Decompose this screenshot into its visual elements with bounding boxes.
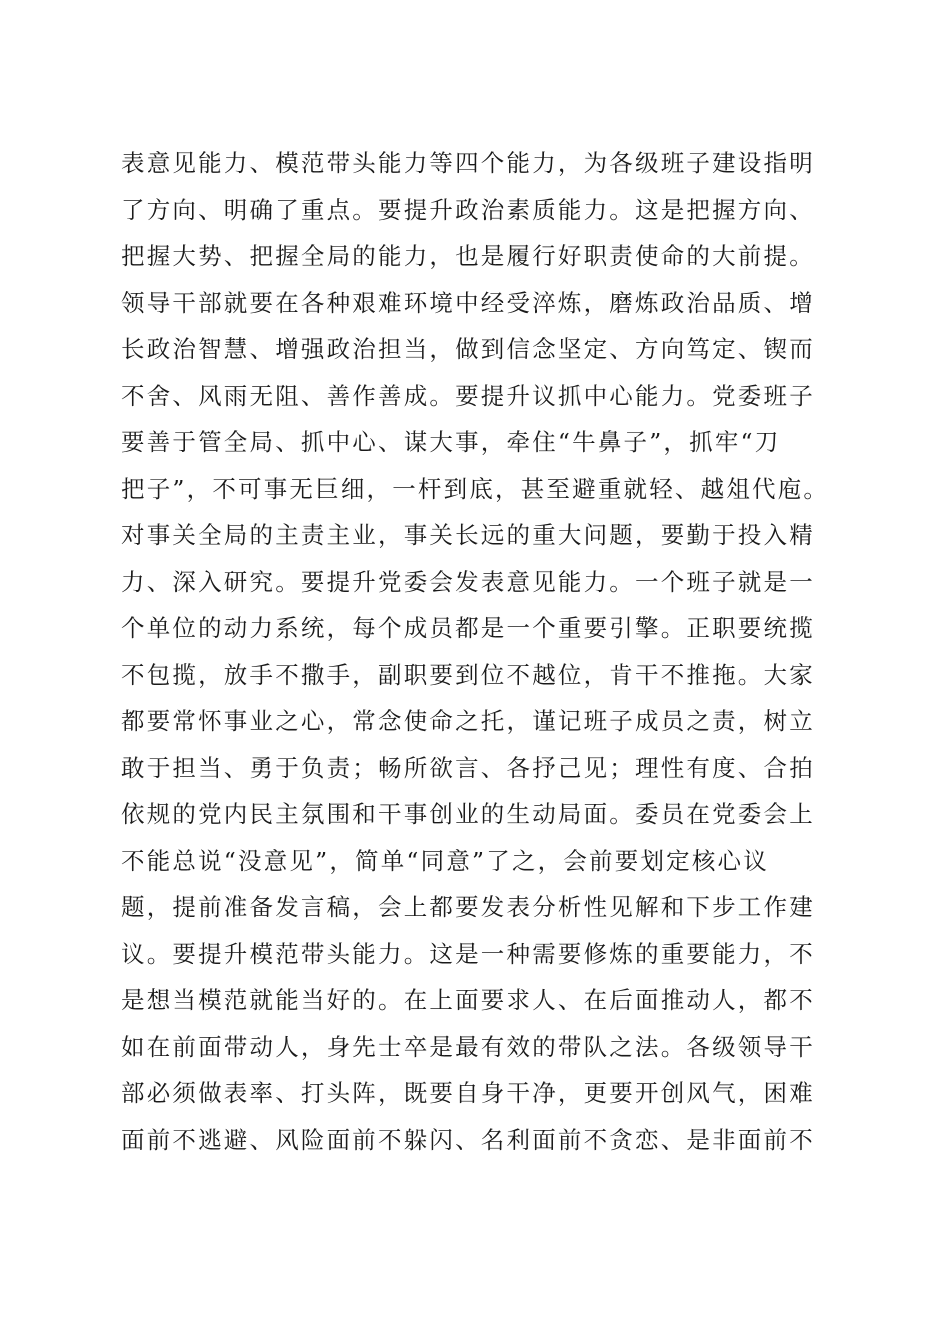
body-text	[121, 140, 841, 1163]
text-line: 议。要提升模范带头能力。这是一种需要修炼的重要能力，不	[121, 939, 815, 968]
text-line: 面前不逃避、风险面前不躲闪、名利面前不贪恋、是非面前不	[121, 1125, 815, 1154]
text-line: 力、深入研究。要提升党委会发表意见能力。一个班子就是一	[121, 567, 815, 596]
text-line: 把子”，不可事无巨细，一杆到底，甚至避重就轻、越俎代庖。	[121, 474, 830, 503]
text-line: 长政治智慧、增强政治担当，做到信念坚定、方向笃定、锲而	[121, 335, 815, 363]
text-line: 把握大势、把握全局的能力，也是履行好职责使命的大前提。	[121, 242, 815, 270]
text-line: 领导干部就要在各种艰难环境中经受淬炼，磨炼政治品质、增	[121, 288, 815, 317]
text-line: 个单位的动力系统，每个成员都是一个重要引擎。正职要统揽	[121, 614, 815, 642]
text-line: 部必须做表率、打头阵，既要自身干净，更要开创风气，困难	[121, 1079, 815, 1107]
text-line: 是想当模范就能当好的。在上面要求人、在后面推动人，都不	[121, 986, 815, 1014]
text-line: 不包揽，放手不撒手，副职要到位不越位，肯干不推拖。大家	[121, 660, 815, 689]
text-line: 如在前面带动人，身先士卒是最有效的带队之法。各级领导干	[121, 1032, 815, 1061]
text-line: 敢于担当、勇于负责；畅所欲言、各抒己见；理性有度、合拍	[121, 753, 815, 782]
text-line: 不能总说“没意见”，简单“同意”了之，会前要划定核心议	[121, 846, 769, 875]
text-line: 了方向、明确了重点。要提升政治素质能力。这是把握方向、	[121, 195, 815, 224]
text-line: 不舍、风雨无阻、善作善成。要提升议抓中心能力。党委班子	[121, 381, 815, 410]
text-line: 表意见能力、模范带头能力等四个能力，为各级班子建设指明	[121, 149, 815, 177]
text-line: 依规的党内民主氛围和干事创业的生动局面。委员在党委会上	[121, 800, 815, 828]
text-line: 题，提前准备发言稿，会上都要发表分析性见解和下步工作建	[121, 893, 815, 921]
text-line: 要善于管全局、抓中心、谋大事，牵住“牛鼻子”，抓牢“刀	[121, 428, 781, 456]
text-line: 都要常怀事业之心，常念使命之托，谨记班子成员之责，树立	[121, 707, 815, 735]
text-line: 对事关全局的主责主业，事关长远的重大问题，要勤于投入精	[121, 521, 815, 549]
